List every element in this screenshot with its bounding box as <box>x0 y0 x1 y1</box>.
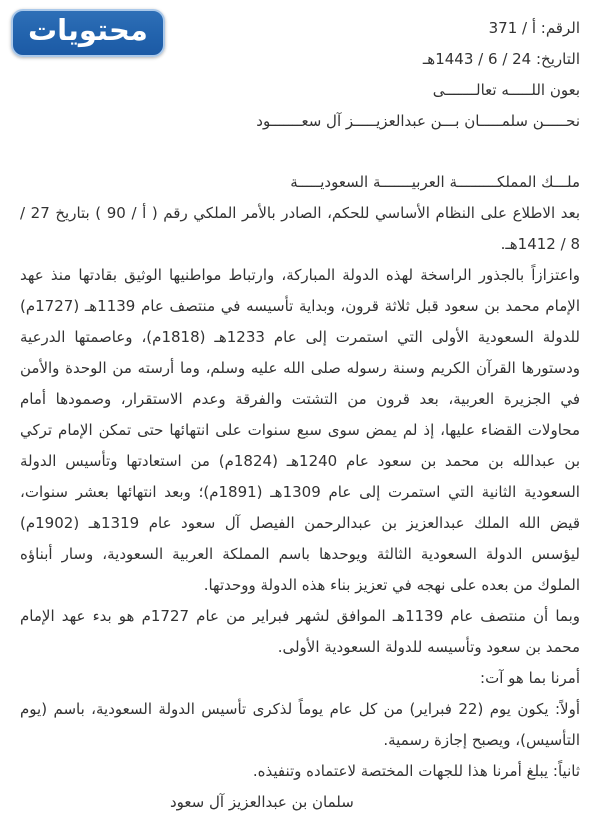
invocation-line: بعون اللـــــه تعالـــــــى <box>432 81 580 99</box>
order-intro-line: أمرنا بما هو آت: <box>480 669 580 687</box>
royal-title-line: ملـــك المملكـــــــــة العربيـــــــة السعوديـــــة <box>290 173 580 191</box>
preamble-paragraph: بعد الاطلاع على النظام الأساسي للحكم، الصادر بالأمر الملكي رقم ( أ / 90 ) بتاريخ 27 / 8 / 1412هـ. <box>20 204 581 253</box>
doc-number-line: الرقم: أ / 371 <box>488 19 580 37</box>
history-paragraph: واعتزازاً بالجذور الراسخة لهذه الدولة المباركة، وارتباط مواطنيها الوثيق بقادتها منذ عهد الإمام محمد بن سعود قبل ثلاثة قرون، وبداية تأسيسه في منتصف عام 1139هـ (1727م) للدولة السعودية الأولى التي استمرت إلى عام 1233هـ (1818م)، وعاصمتها الدرعية ودستورها القرآن الكريم وسنة رسوله صلى الله عليه وسلم، وما أرسته من الوحدة والأمن في الجزيرة العربية، بعد قرون من التشتت والفرقة وعدم الاستقرار، وصمودها أمام محاولات القضاء عليها، إذ لم يمض سوى سبع سنوات على انتهائها حتى تمكن الإمام تركي بن عبدالله بن محمد بن سعود عام 1240هـ (1824م) من استعادتها وتأسيس الدولة السعودية الثانية التي استمرت إلى عام 1309هـ (1891م)؛ وبعد انتهائها بعشر سنوات، قيض الله الملك عبدالعزيز بن عبدالرحمن الفيصل آل سعود عام 1319هـ (1902م) ليؤسس الدولة السعودية الثالثة ويوحدها باسم المملكة العربية السعودية، وسار أبناؤه الملوك من بعده على نهجه في تعزيز بناء هذه الدولة ووحدتها. <box>20 266 580 594</box>
doc-date-line: التاريخ: 24 / 6 / 1443هـ <box>422 50 580 68</box>
royal-name-line: نحـــــن سلمـــــان بـــن عبدالعزيـــــز آل سعـــــــود <box>256 112 580 130</box>
mohtawayat-logo-label: محتويات <box>28 13 148 47</box>
clause-first-paragraph: أولاً: يكون يوم (22 فبراير) من كل عام يوماً لذكرى تأسيس الدولة السعودية، باسم (يوم التأسيس)، ويصبح إجازة رسمية. <box>20 700 580 749</box>
clause-second-line: ثانياً: يبلغ أمرنا هذا للجهات المختصة لاعتماده وتنفيذه. <box>252 762 580 780</box>
signature-line: سلمان بن عبدالعزيز آل سعود <box>170 793 354 811</box>
founding-date-paragraph: وبما أن منتصف عام 1139هـ الموافق لشهر فبراير من عام 1727م هو بدء عهد الإمام محمد بن سعود وتأسيسه للدولة السعودية الأولى. <box>20 607 580 656</box>
royal-decree-text <box>0 13 600 818</box>
